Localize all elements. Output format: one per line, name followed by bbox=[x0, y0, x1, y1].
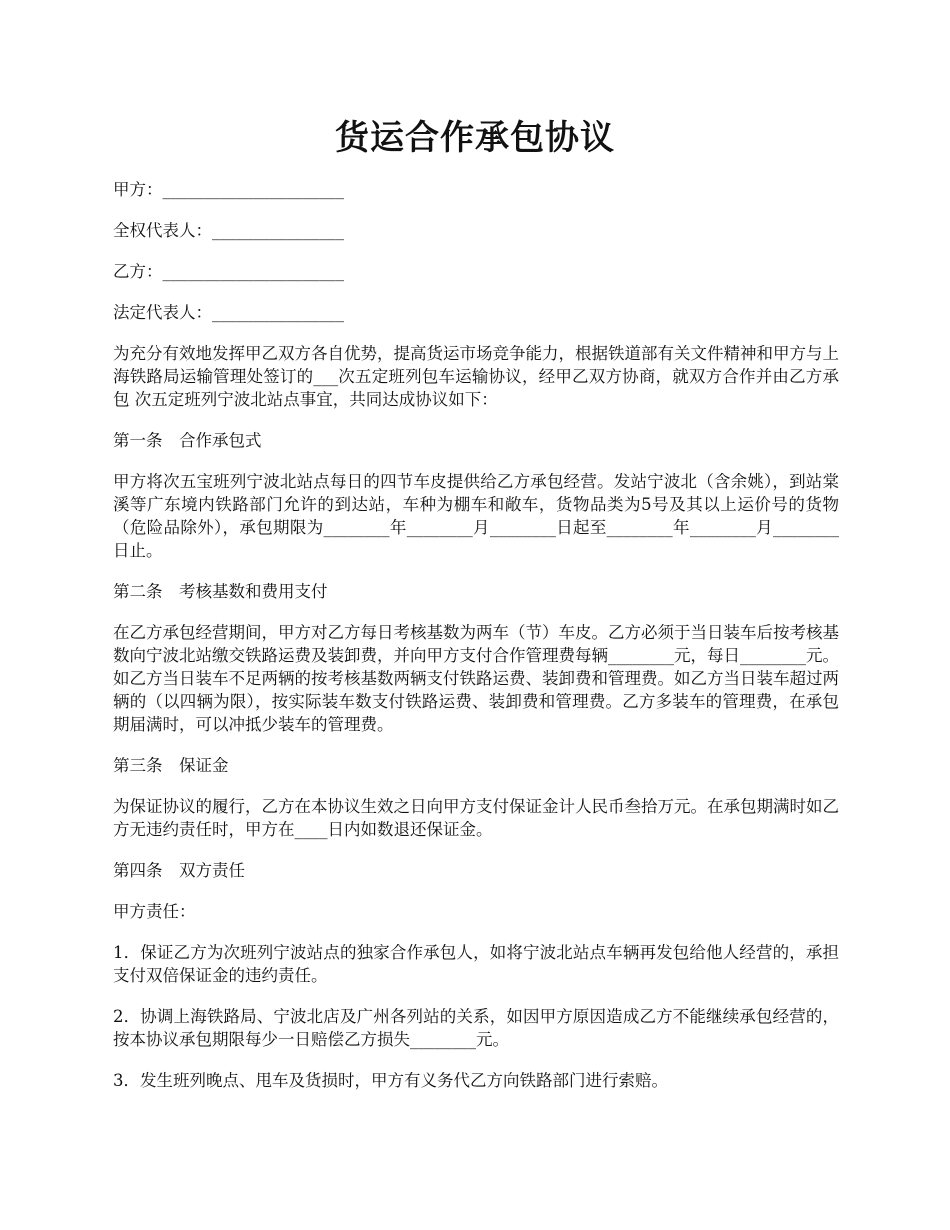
article-3-body: 为保证协议的履行，乙方在本协议生效之日向甲方支付保证金计人民币叁拾万元。在承包期满时如乙方无违约责任时，甲方在____日内如数退还保证金。 bbox=[113, 797, 839, 839]
duty-item-2: 2．协调上海铁路局、宁波北店及广州各列站的关系，如因甲方原因造成乙方不能继续承包经营的，按本协议承包期限每少一日赔偿乙方损失________元。 bbox=[113, 1007, 839, 1049]
article-2-heading: 第二条 考核基数和费用支付 bbox=[113, 582, 328, 601]
party-b-line: 乙方：______________________ bbox=[113, 262, 344, 281]
party-a-representative-line: 全权代表人：________________ bbox=[113, 221, 344, 240]
article-1-heading: 第一条 合作承包式 bbox=[113, 431, 262, 450]
document-body bbox=[113, 178, 839, 1110]
duty-item-3: 3．发生班列晚点、甩车及货损时，甲方有义务代乙方向铁路部门进行索赔。 bbox=[113, 1071, 668, 1090]
document-title: 货运合作承包协议 bbox=[335, 118, 615, 158]
party-a-duties-heading: 甲方责任： bbox=[113, 902, 196, 921]
article-3-heading: 第三条 保证金 bbox=[113, 756, 229, 775]
article-4-heading: 第四条 双方责任 bbox=[113, 861, 245, 880]
article-2-body: 在乙方承包经营期间，甲方对乙方每日考核基数为两车（节）车皮。乙方必须于当日装车后按考核基数向宁波北站缴交铁路运费及装卸费，并向甲方支付合作管理费每辆________元，每日________元。如乙方当日装车不足两辆的按考核基数两辆支付铁路运费、装卸费和管理费。如乙方当日装车超过两辆的（以四辆为限），按实际装车数支付铁路运费、装卸费和管理费。乙方多装车的管理费，在承包期届满时，可以冲抵少装车的管理费。 bbox=[113, 623, 839, 734]
intro-paragraph: 为充分有效地发挥甲乙双方各自优势，提高货运市场竞争能力，根据铁道部有关文件精神和甲方与上海铁路局运输管理处签订的___次五定班列包车运输协议，经甲乙双方协商，就双方合作并由乙方承包 次五定班列宁波北站点事宜，共同达成协议如下： bbox=[113, 344, 839, 409]
duty-item-1: 1．保证乙方为次班列宁波站点的独家合作承包人，如将宁波北站点车辆再发包给他人经营的，承担支付双倍保证金的违约责任。 bbox=[113, 943, 839, 985]
party-b-representative-line: 法定代表人：________________ bbox=[113, 303, 344, 322]
party-a-line: 甲方：______________________ bbox=[113, 180, 344, 199]
article-1-body: 甲方将次五宝班列宁波北站点每日的四节车皮提供给乙方承包经营。发站宁波北（含余姚），到站棠溪等广东境内铁路部门允许的到达站，车种为棚车和敞车，货物品类为5号及其以上运价号的货物（危险品除外），承包期限为________年________月________日起至________年________月________日止。 bbox=[113, 472, 839, 560]
